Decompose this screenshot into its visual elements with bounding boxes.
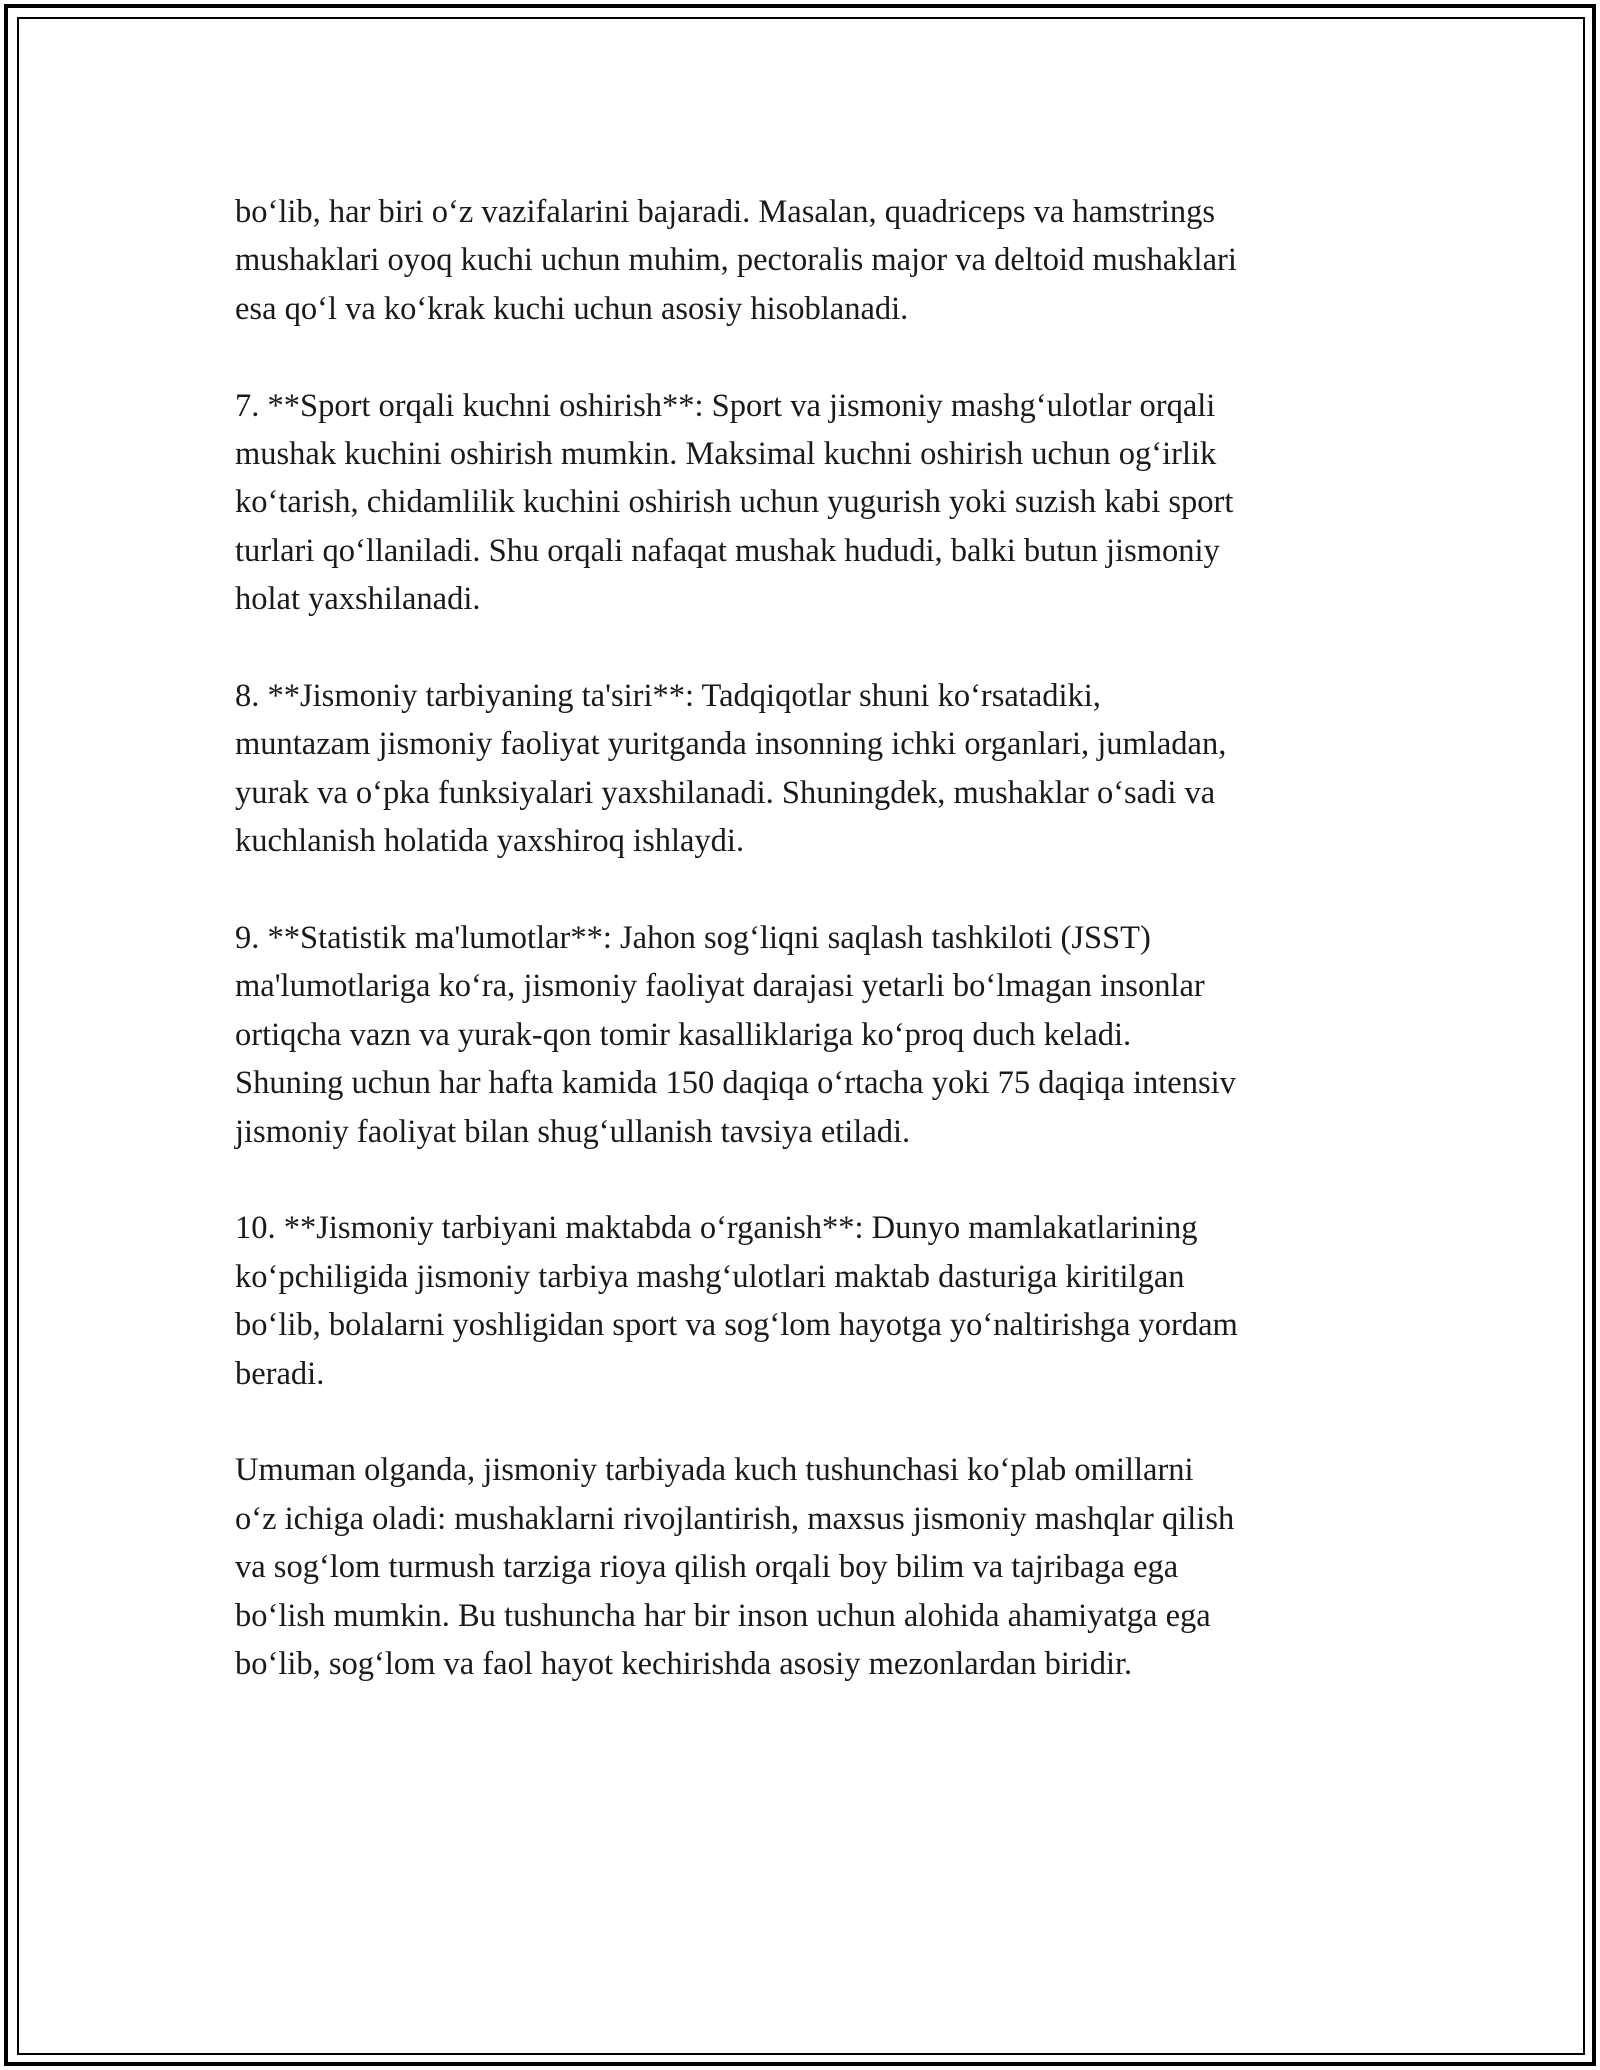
paragraph-item-8-physical-education-effect: 8. **Jismoniy tarbiyaning ta'siri**: Tadqiqotlar shuni ko‘rsatadiki, muntazam jismoniy faoliyat yuritganda insonning ichki organlari, jumladan, yurak va o‘pka funksiyalari yaxshilanadi. Shuningdek, mushaklar o‘sadi va kuchlanish holatida yaxshiroq ishlaydi. [235,678,1227,860]
document-body [235,188,1385,1689]
paragraph-item-9-statistics: 9. **Statistik ma'lumotlar**: Jahon sog‘liqni saqlash tashkiloti (JSST) ma'lumotlariga ko‘ra, jismoniy faoliyat darajasi yetarli bo‘lmagan insonlar ortiqcha vazn va yurak-qon tomir kasalliklariga ko‘proq duch keladi. Shuning uchun har hafta kamida 150 daqiqa o‘rtacha yoki 75 daqiqa intensiv jismoniy faoliyat bilan shug‘ullanish tavsiya etiladi. [235,920,1236,1150]
paragraph-muscle-functions: bo‘lib, har biri o‘z vazifalarini bajaradi. Masalan, quadriceps va hamstrings mushaklari oyoq kuchi uchun muhim, pectoralis major va deltoid mushaklari esa qo‘l va ko‘krak kuchi uchun asosiy hisoblanadi. [235,194,1237,327]
paragraph-conclusion: Umuman olganda, jismoniy tarbiyada kuch tushunchasi ko‘plab omillarni o‘z ichiga oladi: mushaklarni rivojlantirish, maxsus jismoniy mashqlar qilish va sog‘lom turmush tarziga rioya qilish orqali boy bilim va tajribaga ega bo‘lish mumkin. Bu tushuncha har bir inson uchun alohida ahamiyatga ega bo‘lib, sog‘lom va faol hayot kechirishda asosiy mezonlardan biridir. [235,1452,1235,1683]
paragraph-item-7-sport-strength: 7. **Sport orqali kuchni oshirish**: Sport va jismoniy mashg‘ulotlar orqali mushak kuchini oshirish mumkin. Maksimal kuchni oshirish uchun og‘irlik ko‘tarish, chidamlilik kuchini oshirish uchun yugurish yoki suzish kabi sport turlari qo‘llaniladi. Shu orqali nafaqat mushak hududi, balki butun jismoniy holat yaxshilanadi. [235,387,1234,618]
paragraph-item-10-school-education: 10. **Jismoniy tarbiyani maktabda o‘rganish**: Dunyo mamlakatlarining ko‘pchiligida jismoniy tarbiya mashg‘ulotlari maktab dasturiga kiritilgan bo‘lib, bolalarni yoshligidan sport va sog‘lom hayotga yo‘naltirishga yordam beradi. [235,1210,1238,1392]
